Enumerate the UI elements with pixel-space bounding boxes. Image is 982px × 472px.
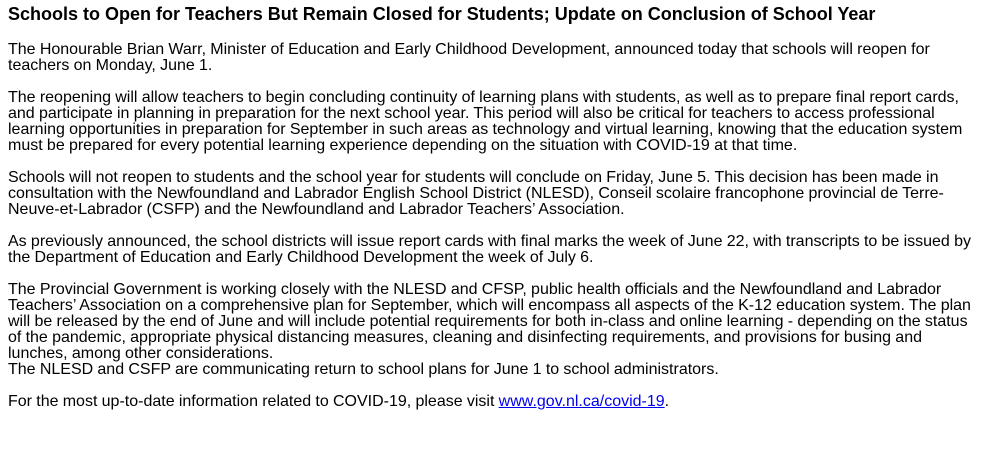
paragraph-september-plan: The Provincial Government is working closely with the NLESD and CFSP, public health officials and the Newfoundland and Labrador Teachers’ Association on a comprehensive plan for September, which will encompass all aspects of the K-12 education system. The plan will be released by the end of June and will include potential requirements for both in-class and online learning - depending on the status of the pandemic, appropriate physical distancing measures, cleaning and disinfecting requirements, and provisions for busing and lunches, among other considerations.	[8, 281, 971, 362]
paragraph-report-cards: As previously announced, the school districts will issue report cards with final marks the week of June 22, with transcripts to be issued by the Department of Education and Early Childhood Development the week of July 6.	[8, 233, 971, 266]
closing-suffix: .	[664, 393, 670, 410]
paragraph-announcement: The Honourable Brian Warr, Minister of Education and Early Childhood Development, announced today that schools will reopen for teachers on Monday, June 1.	[8, 41, 930, 74]
paragraph-students-closure: Schools will not reopen to students and the school year for students will conclude on Friday, June 5. This decision has been made in consultation with the Newfoundland and Labrador English School District (NLESD), Conseil scolaire francophone provincial de Terre-Neuve-et-Labrador (CSFP) and the Newfoundland and Labrador Teachers’ Association.	[8, 169, 944, 218]
paragraph-reopening-purpose: The reopening will allow teachers to begin concluding continuity of learning plans with students, as well as to prepare final report cards, and participate in planning in preparation for the next school year. This period will also be critical for teachers to access professional learning opportunities in preparation for September in such areas as technology and virtual learning, knowing that the education system must be prepared for every potential learning experience depending on the situation with COVID-19 at that time.	[8, 89, 963, 154]
closing-prefix: For the most up-to-date information related to COVID-19, please visit	[8, 393, 499, 410]
covid-info-link[interactable]: www.gov.nl.ca/covid-19	[498, 393, 665, 410]
paragraph-administrators: The NLESD and CSFP are communicating return to school plans for June 1 to school administrators.	[8, 361, 719, 378]
document-title: Schools to Open for Teachers But Remain Closed for Students; Update on Conclusion of School Year	[8, 4, 876, 24]
paragraph-closing	[8, 394, 974, 410]
